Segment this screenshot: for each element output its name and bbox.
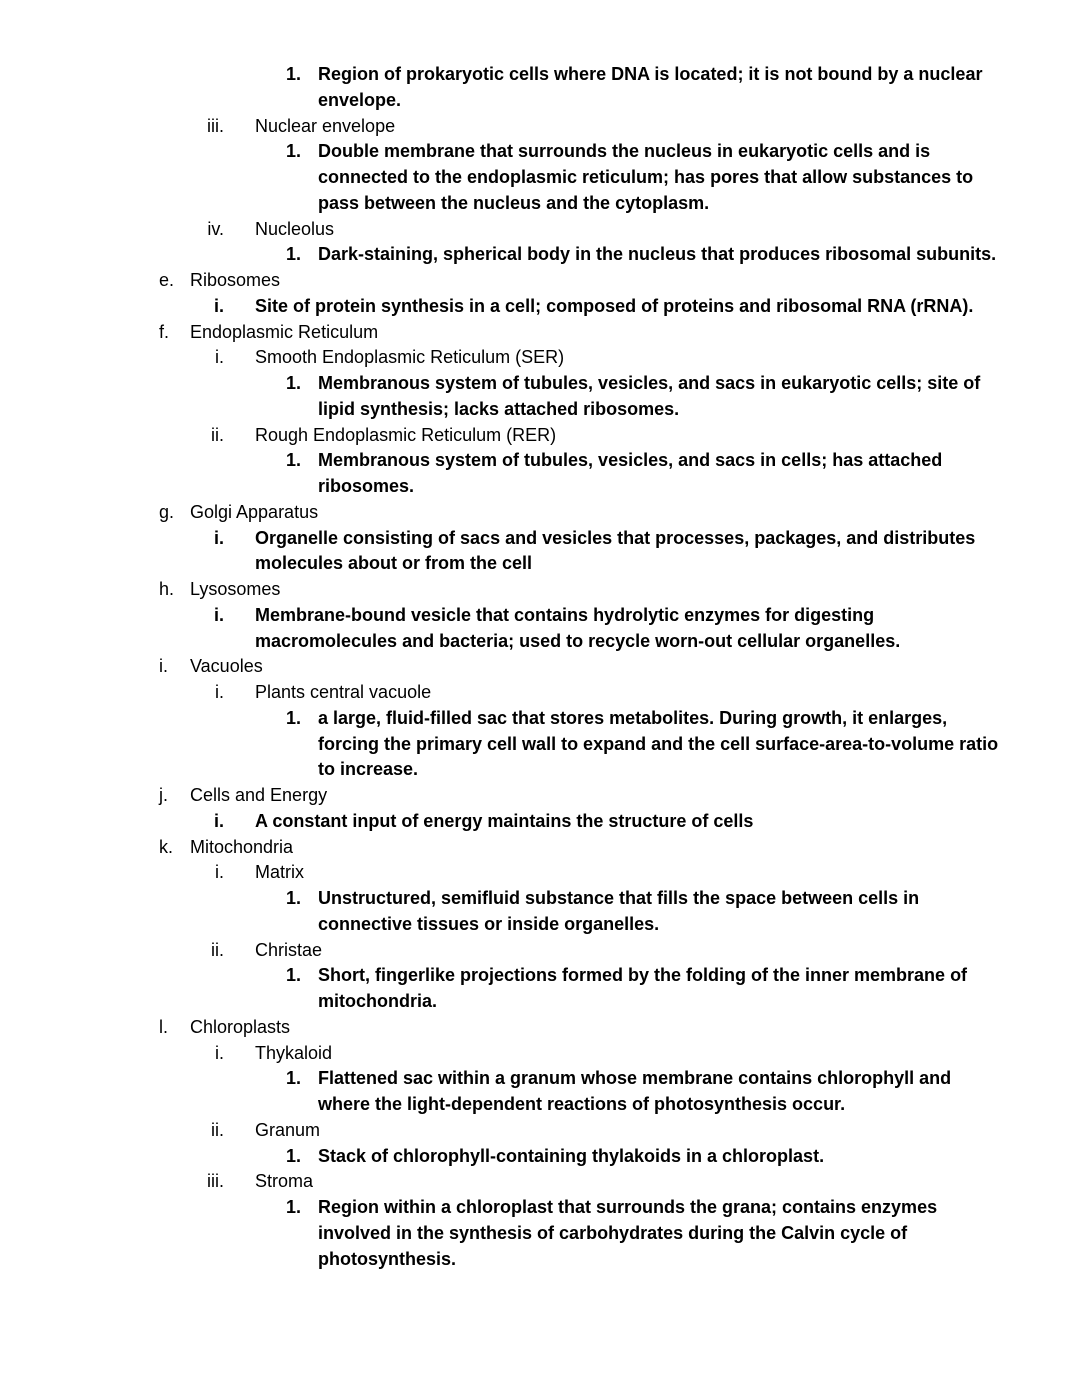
outline-item bbox=[0, 448, 1080, 500]
list-marker: 1. bbox=[286, 707, 302, 728]
outline-item bbox=[0, 294, 1080, 320]
item-text: Site of protein synthesis in a cell; composed of proteins and ribosomal RNA (rRNA). bbox=[255, 295, 974, 316]
outline-item bbox=[0, 500, 1080, 526]
list-marker: i. bbox=[213, 604, 224, 625]
item-text: Membranous system of tubules, vesicles, and sacs in eukaryotic cells; site of lipid synthesis; lacks attached ribosomes. bbox=[318, 373, 981, 419]
outline-item bbox=[0, 1041, 1080, 1067]
list-marker: iv. bbox=[207, 218, 224, 239]
outline-item bbox=[0, 526, 1080, 578]
item-text: Endoplasmic Reticulum bbox=[190, 321, 379, 342]
outline-item bbox=[0, 886, 1080, 938]
outline-item bbox=[0, 680, 1080, 706]
item-text: Membrane-bound vesicle that contains hydrolytic enzymes for digesting macromolecules and bacteria; used to recycle worn-out cellular organelles. bbox=[255, 604, 901, 651]
list-marker: iii. bbox=[207, 1171, 224, 1192]
list-marker: k. bbox=[159, 836, 174, 857]
item-text: Unstructured, semifluid substance that fills the space between cells in connective tissues or inside organelles. bbox=[318, 888, 920, 934]
list-marker: i. bbox=[215, 347, 224, 368]
list-marker: 1. bbox=[286, 64, 302, 84]
outline-item bbox=[0, 603, 1080, 655]
item-text: Christae bbox=[255, 939, 323, 960]
outline-item bbox=[0, 706, 1080, 783]
list-marker: i. bbox=[213, 527, 224, 548]
item-text: Short, fingerlike projections formed by the folding of the inner membrane of mitochondria. bbox=[318, 965, 968, 1011]
list-marker: i. bbox=[213, 295, 224, 316]
outline-item bbox=[0, 835, 1080, 861]
list-marker: ii. bbox=[211, 424, 224, 445]
item-text: Plants central vacuole bbox=[255, 682, 432, 702]
list-marker: 1. bbox=[286, 888, 302, 908]
outline-item bbox=[0, 577, 1080, 603]
list-marker: i. bbox=[213, 810, 224, 831]
outline-item bbox=[0, 809, 1080, 835]
item-text: Nuclear envelope bbox=[255, 115, 396, 136]
outline-item bbox=[0, 1195, 1080, 1272]
outline-item bbox=[0, 345, 1080, 371]
item-text: Matrix bbox=[255, 862, 304, 883]
list-marker: 1. bbox=[286, 450, 302, 471]
outline-item bbox=[0, 1144, 1080, 1170]
list-marker: h. bbox=[159, 579, 175, 599]
outline-item bbox=[0, 938, 1080, 964]
outline-item bbox=[0, 268, 1080, 294]
list-marker: 1. bbox=[286, 1197, 302, 1217]
item-text: Nucleolus bbox=[255, 218, 335, 239]
outline-item bbox=[0, 963, 1080, 1015]
outline-item bbox=[0, 62, 1080, 114]
list-marker: i. bbox=[215, 862, 224, 883]
item-text: A constant input of energy maintains the structure of cells bbox=[255, 810, 754, 831]
list-marker: g. bbox=[159, 501, 175, 522]
outline-item bbox=[0, 1015, 1080, 1041]
outline-item bbox=[0, 783, 1080, 809]
item-text: Granum bbox=[255, 1119, 321, 1140]
list-marker: ii. bbox=[211, 1119, 224, 1140]
outline-item bbox=[0, 320, 1080, 346]
list-marker: 1. bbox=[286, 1145, 302, 1166]
list-marker: 1. bbox=[286, 244, 302, 265]
item-text: Stack of chlorophyll-containing thylakoids in a chloroplast. bbox=[318, 1145, 825, 1166]
list-marker: i. bbox=[215, 682, 224, 702]
item-text: Organelle consisting of sacs and vesicles that processes, packages, and distributes molecules about or from the cell bbox=[255, 527, 976, 574]
outline-item bbox=[0, 114, 1080, 140]
outline-item bbox=[0, 860, 1080, 886]
item-text: Region within a chloroplast that surrounds the grana; contains enzymes involved in the synthesis of carbohydrates during the Calvin cycle of photosynthesis. bbox=[318, 1197, 938, 1269]
item-text: Flattened sac within a granum whose membrane contains chlorophyll and where the light-dependent reactions of photosynthesis occur. bbox=[318, 1068, 952, 1114]
outline-item bbox=[0, 1118, 1080, 1144]
outline-item bbox=[0, 217, 1080, 243]
list-marker: iii. bbox=[207, 115, 224, 136]
item-text: Vacuoles bbox=[190, 656, 263, 677]
item-text: Cells and Energy bbox=[190, 785, 328, 805]
item-text: Chloroplasts bbox=[190, 1016, 291, 1037]
item-text: Region of prokaryotic cells where DNA is located; it is not bound by a nuclear envelope. bbox=[318, 64, 983, 110]
outline-item bbox=[0, 654, 1080, 680]
outline-item bbox=[0, 1169, 1080, 1195]
item-text: Stroma bbox=[255, 1171, 314, 1192]
list-marker: e. bbox=[159, 270, 175, 290]
outline-item bbox=[0, 139, 1080, 216]
list-marker: f. bbox=[159, 321, 170, 342]
list-marker: 1. bbox=[286, 965, 302, 986]
item-text: Dark-staining, spherical body in the nucleus that produces ribosomal subunits. bbox=[318, 244, 997, 265]
item-text: Double membrane that surrounds the nucleus in eukaryotic cells and is connected to the endoplasmic reticulum; has pores that allow substances to pass between the nucleus and the cytoplasm. bbox=[318, 141, 974, 213]
item-text: Membranous system of tubules, vesicles, and sacs in cells; has attached ribosomes. bbox=[318, 450, 943, 496]
item-text: Golgi Apparatus bbox=[190, 501, 319, 522]
item-text: a large, fluid-filled sac that stores metabolites. During growth, it enlarges, forcing the primary cell wall to expand and the cell surface-area-to-volume ratio to increase. bbox=[318, 707, 999, 780]
list-marker: 1. bbox=[286, 141, 302, 162]
list-marker: 1. bbox=[286, 1068, 302, 1089]
item-text: Thykaloid bbox=[255, 1042, 333, 1063]
item-text: Rough Endoplasmic Reticulum (RER) bbox=[255, 424, 557, 445]
outline-item bbox=[0, 1066, 1080, 1118]
item-text: Lysosomes bbox=[190, 579, 281, 599]
list-marker: i. bbox=[215, 1042, 224, 1063]
list-marker: ii. bbox=[211, 939, 224, 960]
outline-item bbox=[0, 423, 1080, 449]
list-marker: l. bbox=[159, 1016, 168, 1037]
outline-item bbox=[0, 242, 1080, 268]
list-marker: j. bbox=[159, 785, 168, 805]
item-text: Smooth Endoplasmic Reticulum (SER) bbox=[255, 347, 565, 368]
item-text: Ribosomes bbox=[190, 270, 281, 290]
item-text: Mitochondria bbox=[190, 836, 294, 857]
list-marker: i. bbox=[159, 656, 168, 677]
outline-item bbox=[0, 371, 1080, 423]
list-marker: 1. bbox=[286, 373, 302, 393]
